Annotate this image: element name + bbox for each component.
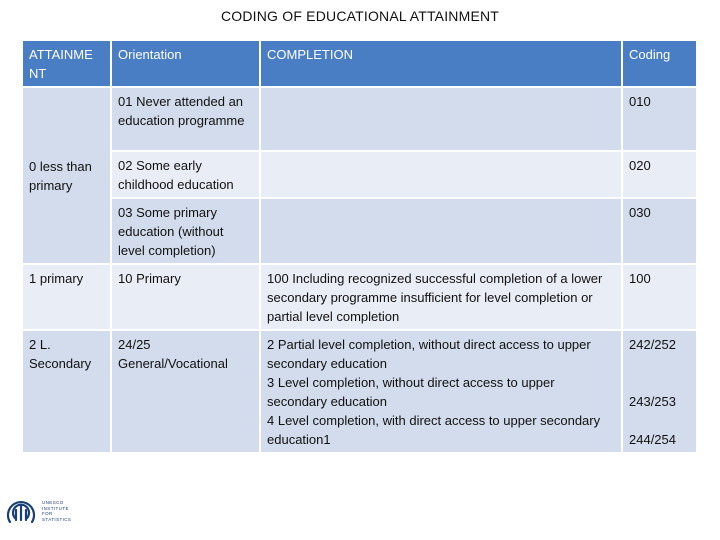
completion-cell (260, 198, 622, 264)
header-completion: COMPLETION (260, 40, 622, 87)
coding-value: 243/253 (629, 394, 676, 409)
attainment-table (21, 39, 698, 454)
completion-cell: 100 Including recognized successful completion of a lower secondary programme insufficient for level completion or partial level completion (260, 264, 622, 330)
completion-cell (260, 87, 622, 151)
page-title: CODING OF EDUCATIONAL ATTAINMENT (220, 8, 500, 24)
header-coding: Coding (622, 40, 697, 87)
completion-line: 4 Level completion, with direct access to upper secondary education1 (267, 413, 601, 447)
attainment-cell: 1 primary (22, 264, 111, 330)
completion-cell (260, 330, 622, 453)
coding-cell: 030 (622, 198, 697, 264)
orientation-cell: 24/25 General/Vocational (111, 330, 260, 453)
completion-line: 3 Level completion, without direct access to upper secondary education (267, 375, 555, 409)
orientation-cell: 01 Never attended an education programme (111, 87, 260, 151)
attainment-cell: 0 less than primary (22, 87, 111, 264)
header-orientation: Orientation (111, 40, 260, 87)
orientation-cell: 03 Some primary education (without level completion) (111, 198, 260, 264)
uis-logo (0, 492, 720, 540)
table-row (22, 87, 697, 151)
orientation-cell: 10 Primary (111, 264, 260, 330)
coding-cell: 100 (622, 264, 697, 330)
uis-logo-icon (4, 496, 38, 530)
coding-value: 244/254 (629, 432, 676, 447)
table-row (22, 330, 697, 453)
completion-cell (260, 151, 622, 198)
table-header-row (22, 40, 697, 87)
completion-line: 2 Partial level completion, without direct access to upper secondary education (267, 337, 591, 371)
coding-cell: 010 (622, 87, 697, 151)
uis-logo-text: UNESCO INSTITUTE FOR STATISTICS (42, 500, 72, 522)
attainment-cell: 2 L. Secondary (22, 330, 111, 453)
orientation-cell: 02 Some early childhood education (111, 151, 260, 198)
table-row (22, 264, 697, 330)
table-row (22, 198, 697, 264)
coding-value: 242/252 (629, 337, 676, 352)
coding-cell: 020 (622, 151, 697, 198)
header-attainment: ATTAINME NT (22, 40, 111, 87)
coding-cell (622, 330, 697, 453)
table-row (22, 151, 697, 198)
